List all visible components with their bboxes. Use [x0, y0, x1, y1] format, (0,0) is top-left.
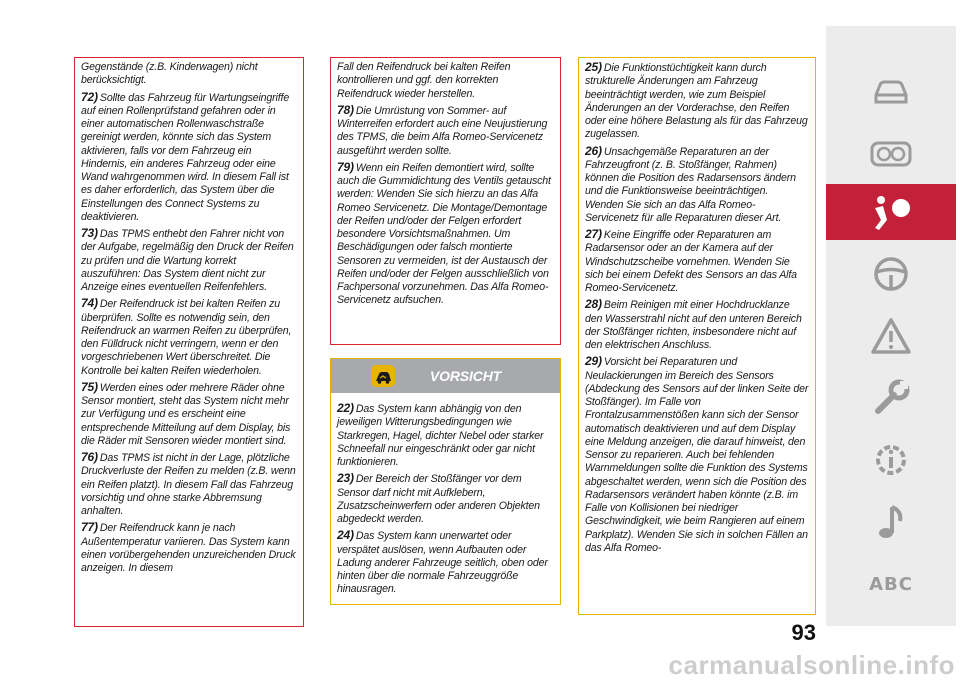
- text-column-2: [330, 57, 561, 345]
- note-paragraph: [337, 402, 554, 469]
- note-text: Das System kann abhängig von den jeweiligen Witterungsbedingungen wie Starkregen, Hagel, dichter Nebel oder starker Schneefall nur eingeschränkt oder gar nicht funktionieren.: [337, 403, 544, 468]
- note-text: Beim Reinigen mit einer Hochdrucklanze den Wasserstrahl nicht auf den unteren Bereich der Stoßfänger richten, insbesondere nicht auf den elektrischen Anschluss.: [585, 299, 802, 351]
- note-text: Sollte das Fahrzeug für Wartungseingriffe auf einen Rollenprüfstand gefahren oder in einer automatischen Rollenwaschstraße gereinigt werden, könnte sich das System aktivieren, falls vor dem Fahrzeug ein Hindernis, ein anderes Fahrzeug oder eine Wand wahrgenommen wird. In diesem Fall ist es daher erforderlich, das System über die Einstellungen des Connect Systems zu deaktivieren.: [81, 91, 290, 223]
- note-number: 22): [337, 401, 354, 415]
- text-column-3: [578, 57, 816, 615]
- chapter-sidebar: [826, 26, 956, 626]
- note-text: Unsachgemäße Reparaturen an der Fahrzeugfront (z. B. Stoßfänger, Rahmen) können die Position des Radarsensors ändern und die Funktionsweise beeinträchtigen. Wenden Sie sich an das Alfa Romeo-Servicenetz für alle Reparaturen dieser Art.: [585, 145, 796, 224]
- note-paragraph: [337, 472, 554, 526]
- note-text: Das TPMS enthebt den Fahrer nicht von der Aufgabe, regelmäßig den Druck der Reifen zu prüfen und die Wartung korrekt auszuführen: Das System dient nicht zur Anzeige eines eventuellen Reifenfehlers.: [81, 228, 294, 293]
- text-column-1: [74, 57, 304, 627]
- note-text: Keine Eingriffe oder Reparaturen am Radarsensor oder an der Kamera auf der Windschutzscheibe vornehmen. Wenden Sie sich bei einem Defekt des Sensors an das Alfa Romeo-Servicenetz.: [585, 229, 797, 294]
- note-paragraph: [81, 451, 297, 518]
- car-icon[interactable]: [826, 64, 956, 120]
- note-number: 78): [337, 102, 354, 117]
- note-number: 77): [81, 520, 98, 535]
- note-number: 79): [337, 159, 354, 174]
- caution-box: [330, 358, 561, 605]
- note-paragraph: [81, 521, 297, 575]
- note-paragraph: [585, 61, 809, 142]
- note-number: 29): [585, 354, 602, 369]
- note-text: Die Umrüstung von Sommer- auf Winterreifen erfordert auch eine Neujustierung des TPMS, die beim Alfa Romeo-Servicenetz ausgeführt werden sollte.: [337, 104, 548, 157]
- note-paragraph: [585, 228, 809, 295]
- note-number: 73): [81, 226, 98, 240]
- steering-wheel-icon[interactable]: [826, 246, 956, 302]
- note-paragraph: [585, 298, 809, 352]
- note-number: 27): [585, 227, 602, 241]
- abc-index-link[interactable]: [826, 556, 956, 612]
- note-paragraph: [81, 61, 297, 88]
- note-number: 72): [81, 89, 98, 104]
- note-text: Die Funktionstüchtigkeit kann durch strukturelle Änderungen am Fahrzeug beeinträchtigt werden, wie zum Beispiel Änderungen an der Vorderachse, den Reifen oder eine höhere Belastung als für das Fahrzeug zugelassen.: [585, 62, 808, 141]
- note-number: 24): [337, 528, 354, 543]
- note-paragraph: [81, 91, 297, 225]
- caution-title: VORSICHT: [429, 368, 502, 384]
- note-text: Fall den Reifendruck bei kalten Reifen kontrollieren und ggf. den korrekten Reifendruck wieder herstellen.: [337, 61, 511, 100]
- note-text: Wenn ein Reifen demontiert wird, sollte auch die Gummidichtung des Ventils getauscht werden: Wenden Sie sich hierzu an das Alfa Romeo Servicenetz. Die Montage/Demontage der Reifen und/oder der Felgen erfordert besondere Vorsichtsmaßnahmen. Um Beschädigungen oder falsch montierte Sensoren zu vermeiden, ist der Austausch der Reifen und/oder der Felgen ausschließlich von Fachpersonal vorzunehmen. Das Alfa Romeo-Servicenetz aufsuchen.: [337, 161, 551, 307]
- page-number: 93: [791, 620, 816, 645]
- wrench-icon[interactable]: [826, 370, 956, 426]
- note-number: 23): [337, 471, 354, 486]
- music-note-icon[interactable]: [826, 494, 956, 550]
- note-text: Der Reifendruck kann je nach Außentemperatur variieren. Das System kann einen vorübergehenden unzureichenden Druck anzeigen. In diesem: [81, 522, 296, 574]
- note-paragraph: [337, 161, 554, 308]
- note-number: 75): [81, 379, 98, 394]
- note-number: 74): [81, 296, 98, 311]
- note-paragraph: [81, 381, 297, 448]
- technical-data-icon[interactable]: [826, 432, 956, 488]
- warning-triangle-icon[interactable]: [826, 308, 956, 364]
- note-text: Gegenstände (z.B. Kinderwagen) nicht berücksichtigt.: [81, 61, 258, 87]
- note-paragraph: [337, 61, 554, 101]
- note-text: Der Bereich der Stoßfänger vor dem Sensor darf nicht mit Aufklebern, Zusatzscheinwerfern oder anderen Objekten abgedeckt werden.: [337, 473, 540, 525]
- note-text: Das System kann unerwartet oder verspätet auslösen, wenn Aufbauten oder Ladung anderer Fahrzeuge seitlich, oben oder hinten über die normale Fahrzeuggröße hinausragen.: [337, 530, 548, 596]
- note-paragraph: [337, 104, 554, 158]
- note-paragraph: [81, 227, 297, 294]
- note-paragraph: [585, 145, 809, 226]
- caution-body: [331, 393, 560, 604]
- note-number: 25): [585, 60, 602, 74]
- airbag-safety-icon[interactable]: [826, 184, 956, 240]
- note-number: 76): [81, 450, 98, 464]
- note-number: 26): [585, 143, 602, 158]
- caution-header: [331, 359, 560, 393]
- dashboard-icon[interactable]: [826, 126, 956, 182]
- note-paragraph: [337, 529, 554, 596]
- note-number: 28): [585, 297, 602, 312]
- abc-label: ABC: [869, 573, 913, 595]
- note-paragraph: [585, 355, 809, 555]
- note-text: Das TPMS ist nicht in der Lage, plötzliche Druckverluste der Reifen zu melden (z.B. wenn ein Reifen platzt). In diesem Fall das Fahrzeug vorsichtig und ohne starke Abbremsung anhalten.: [81, 452, 296, 517]
- watermark: carmanualsonline.info: [668, 650, 955, 680]
- note-text: Der Reifendruck ist bei kalten Reifen zu überprüfen. Sollte es notwendig sein, den Reifendruck an warmen Reifen zu überprüfen, den Fülldruck nicht verringern, wenn er den vorgeschriebenen Wert überschreitet. Die Kontrolle bei kalten Reifen wiederholen.: [81, 298, 292, 377]
- note-paragraph: [81, 297, 297, 378]
- note-text: Vorsicht bei Reparaturen und Neulackierungen im Bereich des Sensors (Abdeckung des Sensors auf der linken Seite der Stoßfänger). Im Falle von Frontalzusammenstößen kann sich der Sensor automatisch deaktivieren und auf dem Display eine Meldung anzeigen, die darauf hinweist, den Sensor zu reparieren. Auch bei fehlenden Warnmeldungen sollte die Funktion des Systems abgeschaltet werden, wenn sich die Position des Radarsensors verändert haben könnte (z.B. im Falle von Kollisionen bei niedriger Geschwindigkeit, wie beim Rangieren auf einem Parkplatz). Wenden Sie sich in solchen Fällen an das Alfa Romeo-: [585, 356, 809, 554]
- note-text: Werden eines oder mehrere Räder ohne Sensor montiert, steht das System nicht mehr zur Verfügung und es erscheint eine entsprechende Mitteilung auf dem Display, bis die Räder mit Sensoren wieder montiert sind.: [81, 381, 291, 447]
